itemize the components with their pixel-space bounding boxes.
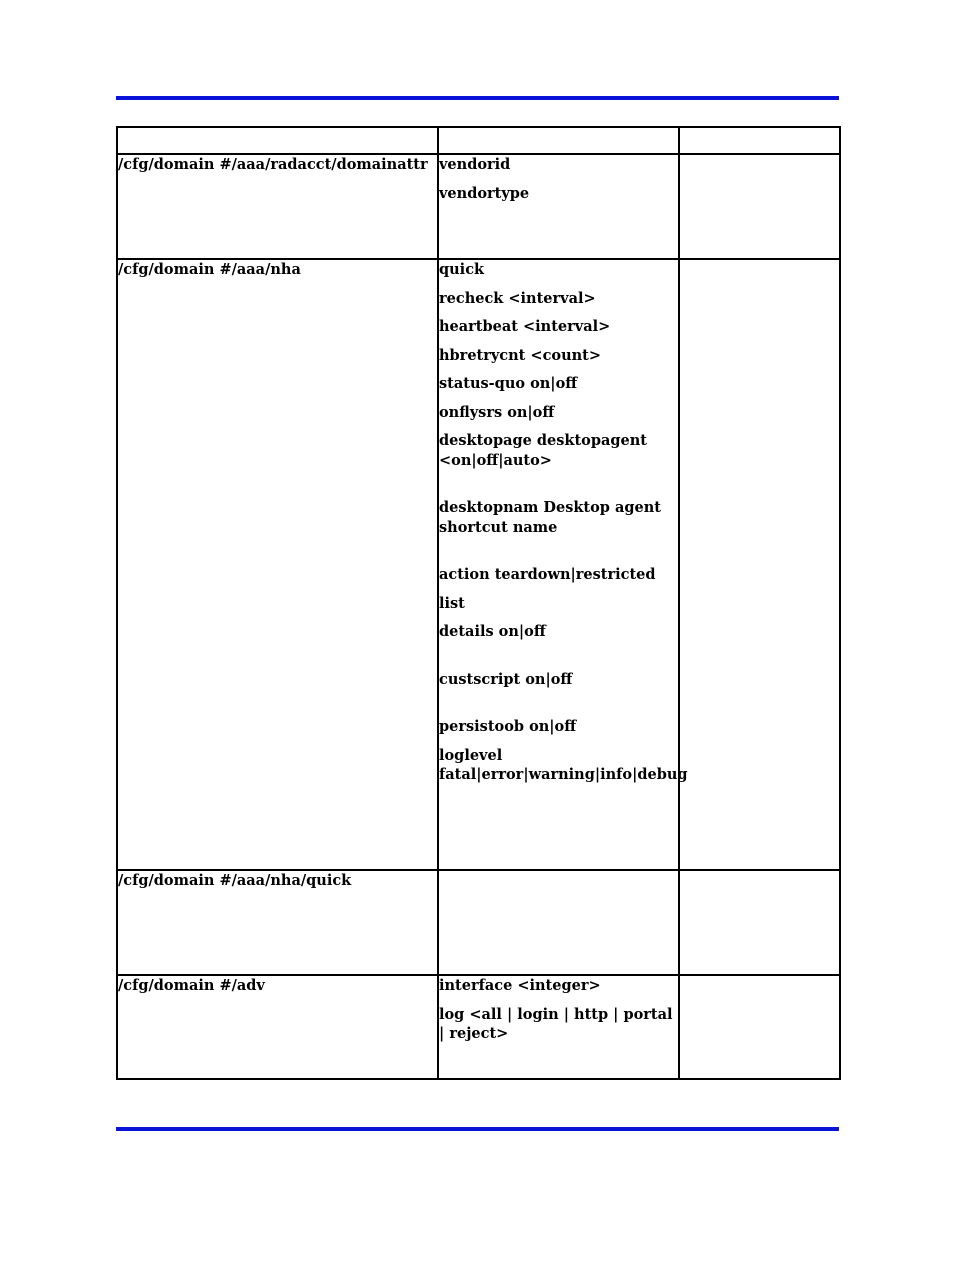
- table-row: [117, 259, 840, 870]
- parameter: status-quo on|off: [439, 375, 578, 392]
- parameter: interface <integer>: [439, 977, 601, 994]
- parameter: desktopnam Desktop agent shortcut name: [439, 499, 661, 536]
- command-path: /cfg/domain #/aaa/radacct/domainattr: [117, 154, 438, 259]
- table-header-row: [117, 127, 840, 154]
- description-cell: [679, 154, 840, 259]
- parameter: vendortype: [439, 184, 530, 202]
- header-cell-parameters: [438, 127, 679, 154]
- command-table: [116, 126, 841, 1080]
- parameter-list: [438, 975, 679, 1079]
- parameter: loglevel fatal|error|warning|info|debug: [439, 746, 688, 783]
- parameter: action teardown|restricted: [439, 566, 656, 583]
- parameter: desktopage desktopagent <on|off|auto>: [439, 432, 647, 469]
- description-cell: [679, 975, 840, 1079]
- parameter: quick: [439, 261, 485, 278]
- parameter: details on|off: [439, 623, 546, 640]
- command-path: /cfg/domain #/adv: [117, 975, 438, 1079]
- parameter-list: [438, 870, 679, 975]
- parameter: log <all | login | http | portal | reject>: [439, 1005, 673, 1042]
- parameter: recheck <interval>: [439, 289, 596, 307]
- parameter: heartbeat <interval>: [439, 318, 611, 335]
- table-row: [117, 870, 840, 975]
- parameter: onflysrs on|off: [439, 403, 555, 421]
- description-cell: [679, 870, 840, 975]
- command-path: /cfg/domain #/aaa/nha: [117, 259, 438, 870]
- parameter: custscript on|off: [439, 670, 573, 688]
- header-cell-command: [117, 127, 438, 154]
- description-cell: [679, 259, 840, 870]
- command-path: /cfg/domain #/aaa/nha/quick: [117, 870, 438, 975]
- parameter: persistoob on|off: [439, 718, 577, 735]
- header-rule: [116, 96, 839, 100]
- parameter: list: [439, 594, 465, 612]
- table-row: [117, 154, 840, 259]
- parameter-list: [438, 259, 688, 870]
- header-cell-description: [679, 127, 840, 154]
- parameter: vendorid: [439, 156, 511, 173]
- footer-rule: [116, 1127, 839, 1131]
- table-row: [117, 975, 840, 1079]
- parameter: hbretrycnt <count>: [439, 346, 602, 364]
- parameter-list: [438, 154, 679, 259]
